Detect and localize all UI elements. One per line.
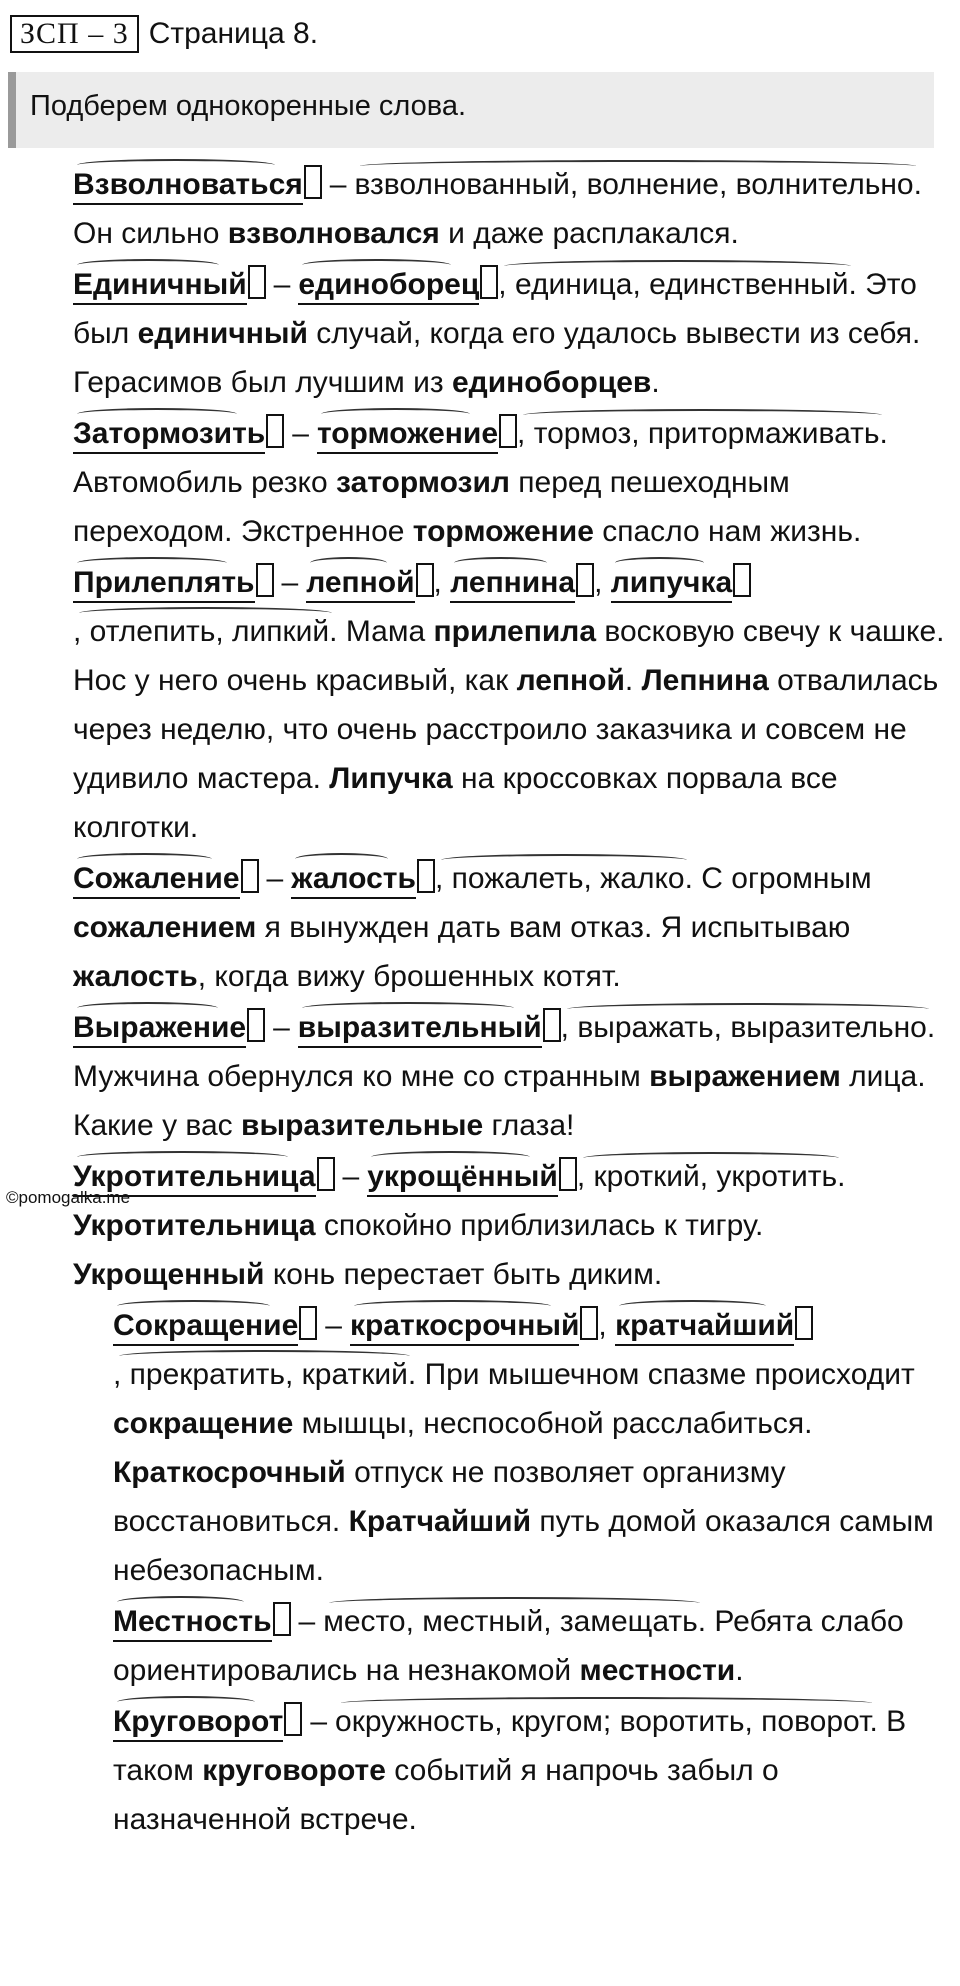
head-word: Взволноваться: [73, 167, 303, 205]
example-text: Мужчина обернулся ко мне со странным: [73, 1060, 650, 1093]
ending-box-icon: [543, 1008, 561, 1042]
example-text: отпуск не позволяет организму восстановиться.: [113, 1456, 786, 1538]
example-text: , когда вижу брошенных котят.: [197, 960, 621, 993]
example-keyword: единоборцев: [451, 366, 652, 399]
head-word: кратчайший: [615, 1308, 794, 1346]
example-keyword: лепной: [516, 664, 625, 697]
head-word: краткосрочный: [350, 1308, 579, 1346]
example-keyword: затормозил: [336, 466, 510, 499]
example-keyword: жалость: [73, 960, 198, 993]
dash-separator: –: [273, 268, 291, 301]
example-text: и даже расплакался.: [439, 217, 739, 250]
head-word: Укротительница: [73, 1159, 316, 1197]
related-words: место, местный, замещать.: [323, 1597, 706, 1646]
entry-paragraph: [8, 558, 948, 852]
word-entry: [8, 1152, 948, 1299]
head-word: жалость: [291, 861, 416, 899]
ending-box-icon: [248, 265, 266, 299]
entry-paragraph: [8, 1697, 948, 1844]
example-text: путь домой оказался самым небезопасным.: [113, 1505, 934, 1587]
example-text: Мама: [345, 615, 434, 648]
related-words: , пожалеть, жалко.: [435, 854, 693, 903]
example-text: Автомобиль резко: [73, 466, 337, 499]
dash-separator: –: [342, 1160, 360, 1193]
head-word: лепнина: [450, 565, 575, 603]
word-entry: [8, 1697, 948, 1844]
example-text: С огромным: [701, 862, 872, 895]
word-entry: [8, 854, 948, 1001]
example-text: я вынужден дать вам отказ. Я испытываю: [256, 911, 851, 944]
word-entry: [8, 409, 948, 556]
comma-separator: ,: [598, 1309, 616, 1342]
word-entry: [8, 1597, 948, 1695]
ending-box-icon: [580, 1306, 598, 1340]
example-keyword: торможение: [412, 515, 594, 548]
watermark: ©pomogalka.me: [6, 1188, 131, 1207]
entry-paragraph: [8, 1301, 948, 1595]
example-text: перед пешеходным переходом. Экстренное: [73, 466, 790, 548]
example-keyword: прилепила: [433, 615, 597, 648]
comma-separator: ,: [594, 566, 611, 599]
example-text: восковую свечу к чашке. Нос у него очень красивый, как: [73, 615, 945, 697]
word-entry: [8, 260, 948, 407]
head-word: выразительный: [298, 1010, 542, 1048]
ending-box-icon: [576, 563, 594, 597]
word-entry: [8, 160, 948, 258]
example-keyword: Липучка: [329, 762, 453, 795]
task-instruction: [8, 72, 934, 148]
ending-box-icon: [247, 1008, 265, 1042]
dash-separator: –: [281, 566, 299, 599]
example-keyword: круговороте: [202, 1754, 386, 1787]
related-words: , единица, единственный.: [498, 260, 857, 309]
dash-separator: –: [298, 1605, 316, 1638]
ending-box-icon: [317, 1157, 335, 1191]
head-word: Единичный: [73, 267, 247, 305]
head-word: Сожаление: [73, 861, 240, 899]
entry-paragraph: [8, 409, 948, 556]
entry-paragraph: [8, 854, 948, 1001]
exercise-code: ЗСП – 3: [10, 15, 139, 53]
related-words: , выражать, выразительно.: [561, 1003, 936, 1052]
ending-box-icon: [299, 1306, 317, 1340]
example-keyword: сокращение: [113, 1407, 294, 1440]
head-word: Круговорот: [113, 1704, 283, 1742]
task-text: Подберем однокоренные слова.: [30, 90, 467, 122]
ending-box-icon: [795, 1306, 813, 1340]
head-word: Выражение: [73, 1010, 246, 1048]
example-text: на кроссовках порвала все колготки.: [73, 762, 838, 844]
example-text: спасло нам жизнь.: [593, 515, 862, 548]
dash-separator: –: [266, 862, 284, 895]
example-text: Ребята слабо ориентировались на незнакомой: [113, 1605, 904, 1687]
head-word: липучка: [611, 565, 732, 603]
example-keyword: сожалением: [73, 911, 257, 944]
example-text: спокойно приблизилась к тигру.: [315, 1209, 764, 1242]
ending-box-icon: [559, 1157, 577, 1191]
example-keyword: Краткосрочный: [113, 1456, 346, 1489]
word-entry: [8, 1301, 948, 1595]
example-text: .: [735, 1654, 744, 1687]
example-keyword: Укрощенный: [73, 1258, 265, 1291]
head-word: укрощённый: [367, 1159, 558, 1197]
ending-box-icon: [499, 414, 517, 448]
related-words: , тормоз, притормаживать.: [517, 409, 888, 458]
comma-separator: ,: [433, 566, 451, 599]
dash-separator: –: [273, 1011, 290, 1044]
entry-paragraph: [8, 1003, 948, 1150]
dash-separator: –: [310, 1705, 328, 1738]
example-text: мышцы, неспособной расслабиться.: [293, 1407, 813, 1440]
entries-list: [8, 160, 948, 1846]
example-text: .: [624, 664, 642, 697]
example-keyword: выразительные: [241, 1109, 484, 1142]
example-text: отвалилась через неделю, что очень расстроило заказчика и совсем не удивило мастера.: [73, 664, 939, 795]
dash-separator: –: [325, 1309, 342, 1342]
ending-box-icon: [480, 265, 498, 299]
ending-box-icon: [256, 563, 274, 597]
example-keyword: взволновался: [227, 217, 440, 250]
example-text: Он сильно: [73, 217, 228, 250]
ending-box-icon: [417, 859, 435, 893]
ending-box-icon: [266, 414, 284, 448]
head-word: единоборец: [298, 267, 479, 305]
head-word: торможение: [317, 416, 498, 454]
dash-separator: –: [329, 168, 347, 201]
dash-separator: –: [292, 417, 309, 450]
ending-box-icon: [304, 165, 322, 199]
head-word: лепной: [306, 565, 414, 603]
example-text: конь перестает быть диким.: [264, 1258, 663, 1291]
example-text: .: [651, 366, 660, 399]
example-keyword: Укротительница: [73, 1209, 316, 1242]
ending-box-icon: [416, 563, 434, 597]
ending-box-icon: [733, 563, 751, 597]
example-keyword: местности: [579, 1654, 736, 1687]
example-keyword: Лепнина: [641, 664, 769, 697]
head-word: Местность: [113, 1604, 272, 1642]
head-word: Прилеплять: [73, 565, 255, 603]
head-word: Сокращение: [113, 1308, 298, 1346]
related-words: , кроткий, укротить.: [577, 1152, 846, 1201]
head-word: Затормозить: [73, 416, 265, 454]
ending-box-icon: [273, 1602, 291, 1636]
example-keyword: выражением: [649, 1060, 841, 1093]
example-text: В таком: [113, 1705, 907, 1787]
related-words: взволнованный, волнение, волнительно.: [354, 160, 921, 209]
example-text: лица. Какие у вас: [73, 1060, 926, 1142]
example-text: случай, когда его удалось вывести из себя. Герасимов был лучшим из: [73, 317, 921, 399]
related-words: , отлепить, липкий.: [73, 607, 338, 656]
example-text: Это был: [73, 268, 917, 350]
ending-box-icon: [284, 1702, 302, 1736]
word-entry: [8, 1003, 948, 1150]
ending-box-icon: [241, 859, 259, 893]
related-words: , прекратить, краткий.: [113, 1350, 416, 1399]
example-text: глаза!: [483, 1109, 575, 1142]
entry-paragraph: [8, 1152, 948, 1299]
example-text: При мышечном спазме происходит: [424, 1358, 915, 1391]
page-header: [10, 14, 318, 54]
example-text: событий я напрочь забыл о назначенной встрече.: [113, 1754, 779, 1836]
word-entry: [8, 558, 948, 852]
entry-paragraph: [8, 160, 948, 258]
page-number: Страница 8.: [148, 17, 319, 50]
entry-paragraph: [8, 260, 948, 407]
entry-paragraph: [8, 1597, 948, 1695]
example-keyword: единичный: [137, 317, 308, 350]
related-words: окружность, кругом; воротить, поворот.: [335, 1697, 878, 1746]
example-keyword: Кратчайший: [348, 1505, 532, 1538]
